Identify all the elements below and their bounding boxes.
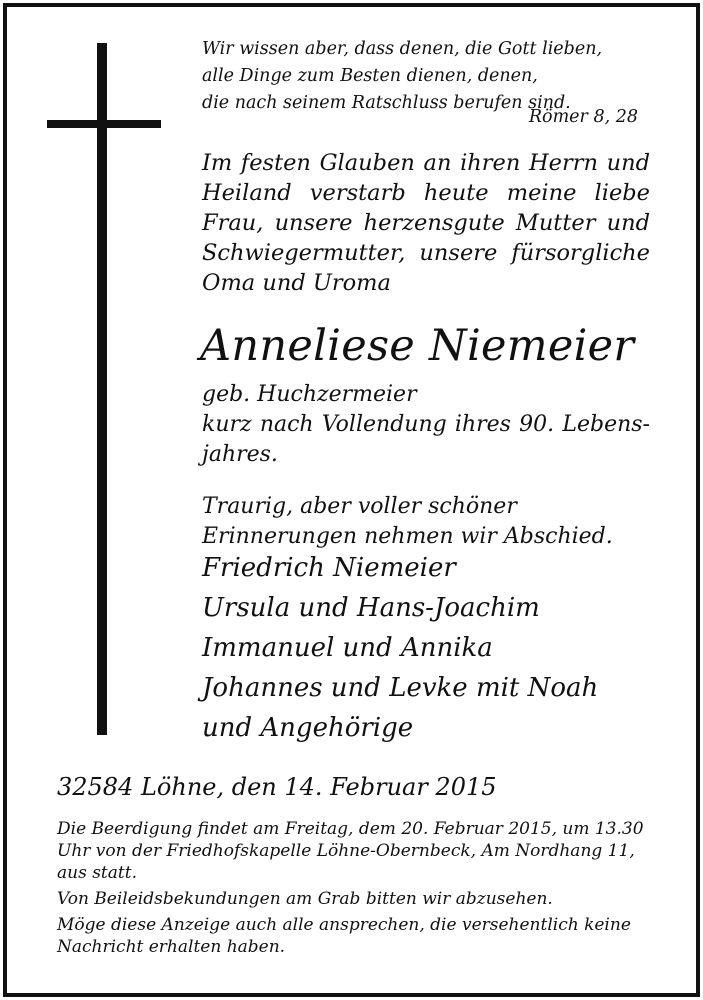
notice-line: Nachricht erhalten haben. <box>57 937 286 957</box>
intro-line: Frau, unsere herzensgute Mutter und <box>202 210 650 236</box>
funeral-line: Die Beerdigung findet am Freitag, dem 20. Februar 2015, um 13.30 <box>57 819 644 839</box>
mourner-name: und Angehörige <box>202 713 414 743</box>
cross-vertical-beam <box>97 43 107 735</box>
funeral-line: aus statt. <box>57 863 137 883</box>
farewell-line: Traurig, aber voller schöner <box>202 494 517 519</box>
intro-text <box>202 148 650 298</box>
intro-line: Heiland verstarb heute meine liebe <box>202 180 650 206</box>
bible-verse <box>202 36 652 117</box>
condolences-note: Von Beileidsbekundungen am Grab bitten wir abzusehen. <box>57 889 553 909</box>
funeral-line: Uhr von der Friedhofskapelle Löhne-Obernbeck, Am Nordhang 11, <box>57 841 635 861</box>
mourner-name: Friedrich Niemeier <box>202 553 456 583</box>
mourners-list <box>202 548 662 748</box>
intro-line: Im festen Glauben an ihren Herrn und <box>202 150 650 176</box>
cross-horizontal-beam <box>47 120 161 128</box>
intro-line: Oma und Uroma <box>202 270 391 296</box>
age-line: kurz nach Vollendung ihres 90. Lebens- <box>202 412 650 437</box>
deceased-name: Anneliese Niemeier <box>200 321 635 371</box>
farewell-line: Erinnerungen nehmen wir Abschied. <box>202 524 613 549</box>
place-and-date: 32584 Löhne, den 14. Februar 2015 <box>57 773 497 801</box>
verse-reference: Römer 8, 28 <box>528 107 638 127</box>
age-line: jahres. <box>202 442 278 467</box>
notice-line: Möge diese Anzeige auch alle ansprechen, die versehentlich keine <box>57 915 631 935</box>
mourner-name: Immanuel und Annika <box>202 633 493 663</box>
funeral-info <box>57 818 647 958</box>
deceased-details <box>202 380 650 470</box>
verse-line: die nach seinem Ratschluss berufen sind. <box>202 93 571 113</box>
birth-name: geb. Huchzermeier <box>202 382 417 407</box>
verse-line: Wir wissen aber, dass denen, die Gott lieben, <box>202 39 603 59</box>
verse-line: alle Dinge zum Besten dienen, denen, <box>202 66 538 86</box>
farewell-text <box>202 492 650 552</box>
mourner-name: Ursula und Hans-Joachim <box>202 593 540 623</box>
intro-line: Schwiegermutter, unsere fürsorgliche <box>202 240 650 266</box>
mourner-name: Johannes und Levke mit Noah <box>202 673 599 703</box>
